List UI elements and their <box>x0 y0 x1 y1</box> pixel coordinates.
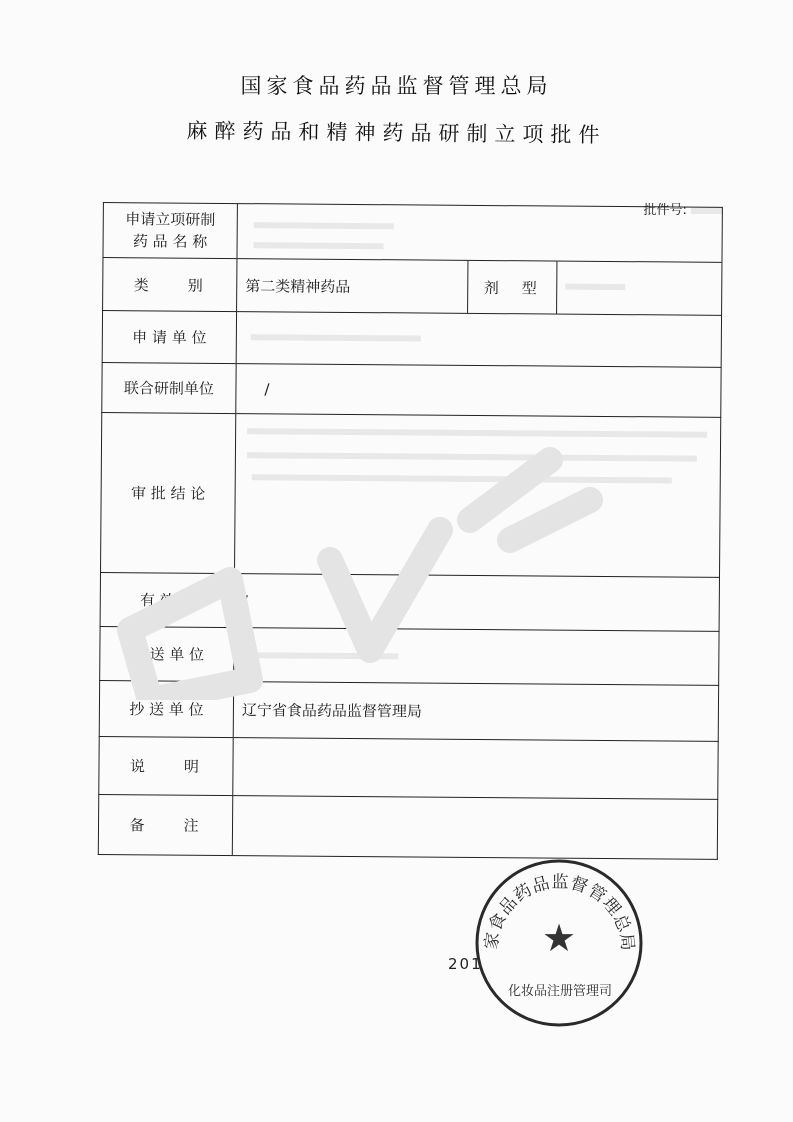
row-remarks <box>98 795 718 860</box>
conclusion-label: 审 批 结 论 <box>101 413 236 573</box>
conclusion-redacted-2 <box>247 452 697 462</box>
notes-label: 说 明 <box>99 737 233 795</box>
dosage-form-label: 剂 型 <box>483 278 541 297</box>
main-recipient-label: 主 送 单 位 <box>100 627 234 681</box>
applicant-redacted <box>251 334 421 341</box>
cc-label: 抄 送 单 位 <box>100 681 234 737</box>
drug-name-redacted-2 <box>254 242 384 249</box>
dosage-form-redacted <box>565 284 625 290</box>
drug-name-redacted <box>254 222 394 229</box>
cc-value: 辽宁省食品药品监督管理局 <box>241 701 423 721</box>
conclusion-redacted-3 <box>252 474 672 483</box>
seal-text-top: 家食品药品监督管理总局 <box>481 872 638 953</box>
drug-name-label-line2: 药 品 名 称 <box>132 232 208 251</box>
seal-text-bottom: 化妆品注册管理司 <box>507 984 613 999</box>
row-validity <box>100 573 720 632</box>
row-main-recipient <box>99 627 719 686</box>
main-recipient-redacted <box>248 652 398 659</box>
row-cc <box>99 681 719 742</box>
approval-number-label: 批件号: <box>643 203 687 218</box>
joint-unit-value: / <box>264 379 270 398</box>
remarks-label: 备 注 <box>99 795 233 855</box>
agency-title: 国家食品药品监督管理总局 <box>240 74 553 98</box>
row-conclusion <box>100 413 721 578</box>
dosage-form-label-cell <box>467 261 557 314</box>
joint-unit-label: 联合研制单位 <box>102 363 236 413</box>
row-drug-name <box>102 202 722 263</box>
validity-label: 有 效 期 <box>101 573 235 627</box>
official-seal <box>472 855 647 1030</box>
drug-name-label-line1: 申请立项研制 <box>125 210 216 229</box>
issue-date-fragment: 201 <box>448 955 483 973</box>
seal-star-icon: ★ <box>541 916 577 960</box>
row-joint-unit <box>101 363 721 418</box>
validity-value: / <box>242 591 248 610</box>
category-value: 第二类精神药品 <box>245 276 351 296</box>
document-title: 麻醉药品和精神药品研制立项批件 <box>186 118 607 148</box>
drug-name-label <box>103 203 237 258</box>
row-applicant <box>102 311 722 368</box>
applicant-label: 申 请 单 位 <box>103 311 237 363</box>
row-notes <box>98 737 718 800</box>
approval-table <box>98 192 725 860</box>
category-label: 类 别 <box>103 258 237 311</box>
row-category <box>102 258 722 316</box>
conclusion-redacted-1 <box>247 428 707 438</box>
